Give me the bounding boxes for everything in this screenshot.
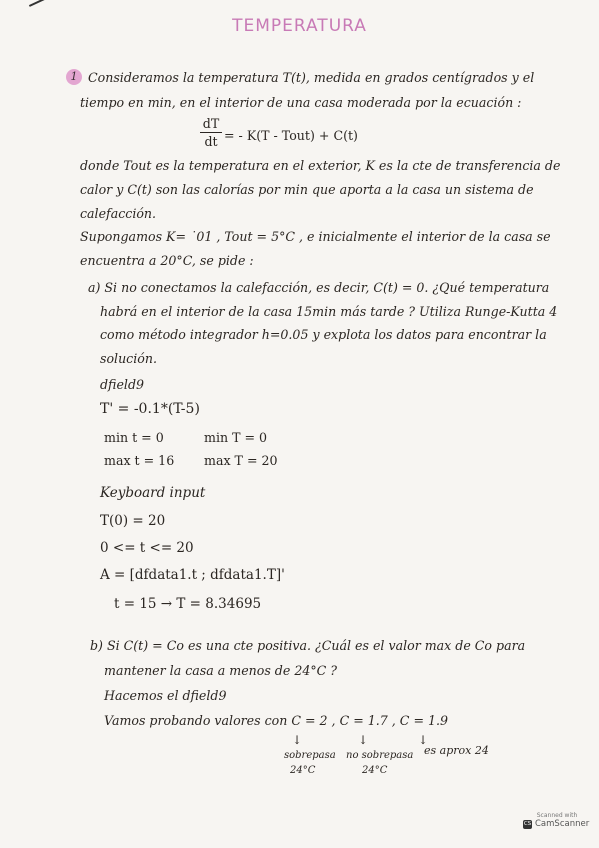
camscanner-watermark: [523, 812, 591, 838]
intro-line-1: Consideramos la temperatura T(t), medida en grados centígrados y el: [88, 70, 535, 85]
intro-line-3: donde Tout es la temperatura en el exterior, K es la cte de transferencia de: [80, 158, 561, 173]
part-a-min-T: min T = 0: [204, 430, 268, 445]
part-a-line-4: solución.: [100, 351, 157, 366]
fraction-numerator: dT: [200, 116, 222, 133]
part-b-line-3: Hacemos el dfield9: [104, 688, 227, 703]
problem-number-badge: 1: [66, 69, 82, 85]
part-a-line-3: como método integrador h=0.05 y explota los datos para encontrar la: [100, 327, 547, 342]
note-no-sobrepasa: no sobrepasa: [346, 750, 414, 761]
camscanner-icon: CS: [523, 820, 532, 827]
scanner-tag: Scanned with: [536, 812, 578, 819]
intro-line-2: tiempo en min, en el interior de una casa moderada por la ecuación :: [80, 95, 522, 110]
part-a-initial-condition: T(0) = 20: [100, 513, 166, 529]
intro-line-7: encuentra a 20°C, se pide :: [80, 253, 254, 268]
intro-line-6: Supongamos K= ˙01 , Tout = 5°C , e inicialmente el interior de la casa se: [80, 229, 551, 244]
note-no-sobrepasa-value: 24°C: [362, 765, 388, 776]
part-a-min-t: min t = 0: [104, 430, 164, 445]
arrow-down-icon: ↓: [358, 733, 369, 747]
part-a-matrix: A = [dfdata1.t ; dfdata1.T]': [100, 567, 285, 583]
arrow-down-icon: ↓: [292, 733, 303, 747]
part-b-line-4: Vamos probando valores con C = 2 , C = 1.7 , C = 1.9: [104, 713, 449, 728]
intro-line-5: calefacción.: [80, 206, 157, 221]
part-a-line-2: habrá en el interior de la casa 15min más tarde ? Utiliza Runge-Kutta 4: [100, 304, 558, 319]
part-b-line-2: mantener la casa a menos de 24°C ?: [104, 663, 338, 678]
scanner-brand: [523, 819, 591, 829]
part-a-equation: T' = -0.1*(T-5): [100, 401, 200, 417]
part-a-tool: dfield9: [100, 377, 145, 392]
part-a-keyboard: Keyboard input: [100, 485, 206, 501]
part-a-range: 0 <= t <= 20: [100, 540, 194, 556]
part-a-max-T: max T = 20: [204, 453, 278, 468]
fraction-denominator: dt: [204, 134, 218, 149]
pen-mark: [29, 0, 53, 14]
part-a-result: t = 15 → T = 8.34695: [114, 596, 262, 612]
note-sobrepasa-value: 24°C: [290, 765, 316, 776]
page-title: TEMPERATURA: [232, 16, 367, 36]
derivative-fraction: [200, 116, 222, 149]
scanner-brand-label: CamScanner: [535, 819, 590, 829]
note-sobrepasa: sobrepasa: [284, 750, 336, 761]
equation-rhs: = - K(T - Tout) + C(t): [224, 128, 358, 143]
part-b-line-1: b) Si C(t) = Co es una cte positiva. ¿Cuál es el valor max de Co para: [90, 638, 526, 653]
arrow-down-icon: ↓: [418, 733, 429, 747]
note-aprox: es aprox 24: [424, 744, 489, 757]
part-a-line-1: a) Si no conectamos la calefacción, es decir, C(t) = 0. ¿Qué temperatura: [88, 280, 550, 295]
intro-line-4: calor y C(t) son las calorías por min que aporta a la casa un sistema de: [80, 182, 534, 197]
part-a-max-t: max t = 16: [104, 453, 175, 468]
